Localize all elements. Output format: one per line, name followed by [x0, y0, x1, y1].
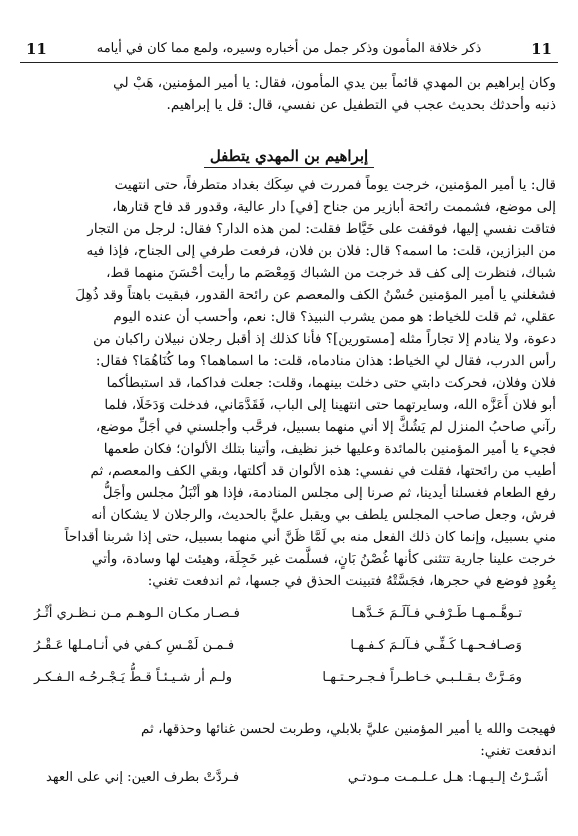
text-line: دعوة، ولا ينادم إلا تجاراً مثله [مستورين]؟ فأنا كذلك إذ أقبل رجلان نبيلان راكبان من [93, 331, 556, 347]
text-line: رفع الطعام فغسلنا أيدينا، ثم صرنا إلى مجلس المنادمة، فإذا هو أنْبَلُ مجلس وأجَلُّ [102, 485, 556, 501]
text-line: عقلي، ثم قلت للخياط: هو ممن يشرب النبيذ؟ قال: نعم، وأحسب أن عنده اليوم [113, 309, 556, 325]
text-line: فشغلني يا أمير المؤمنين حُسْنُ الكف والمعصم عن رائحة القدور، فبقيت باهتاً وقد ذُهِلَ [75, 287, 556, 303]
text-line: إلى موضع، فشممت رائحة أبازير من جناح [في] دار عالية، وقدور قد فاح قتارها، [112, 199, 556, 215]
running-title: ذكر خلافة المأمون وذكر جمل من أخباره وسيره، ولمع مما كان في أيامه [96, 41, 482, 56]
verse-second-hemistich: فـردَّتْ بطرف العين: إني على العهد [46, 770, 240, 785]
page-header [20, 36, 558, 63]
verse-first-hemistich: ومَـرَّتْ بـقـلـبـي خـاطـراً فـجـرحـتـهـا [322, 670, 522, 685]
page-number-mirror: 11 [26, 40, 47, 58]
text-line: مني بسبيل، وإنما كان ذلك الفعل منه بي لَمَّا ظَنَّ أني منهما بسبيل، حتى إذا شربنا أقداحاً [64, 529, 556, 545]
text-line: رآني صاحبُ المنزل لم يَشُكَّ إلا أني منهما بسبيل، فرحَّب وأجلسني في أجَلِّ موضع، [95, 419, 556, 435]
poem-verse-final [22, 764, 556, 792]
text-line: أبو فلان أَعَزَّه الله، وسايرتهما حتى انتهينا إلى الباب، فَقَدَّمَاني، فدخلت وَدَخَلَا، فلما [104, 397, 556, 413]
verse-first-hemistich: تـوهَّـمـهـا طَـرْفـي فـآلَـمَ خَـدَّهـا [351, 606, 522, 621]
section-heading-text: إبراهيم بن المهدي يتطفل [204, 147, 374, 168]
text-line: فجيء يا أمير المؤمنين بالمائدة وعليها خبز نظيف، وأتينا بتلك الألوان؛ فكان طعمها [103, 441, 556, 457]
text-line: فهيجت والله يا أمير المؤمنين عليَّ بلابلي، وطربت لحسن غنائها وحذقها، ثم [140, 721, 556, 737]
section-heading [22, 143, 556, 169]
intro-paragraph [22, 72, 556, 116]
page-number: 11 [531, 40, 552, 58]
text-line: فرش، وجعل صاحب المجلس يلطف بي ويقبل عليَّ بالحديث، والرجلان لا يشكان أنه [91, 507, 556, 523]
after-poem-paragraph [22, 718, 556, 762]
text-line: من البزازين، قلت: ما اسمه؟ قال: فلان بن فلان، فرفعت طرفي إلى الجناح، فإذا فيه [86, 243, 556, 259]
text-line: خرجت علينا جارية تتثنى كأنها غُصْنُ بَانٍ، فسلَّمت غير خَجِلَة، وهيئت لها وسادة، وأتي [91, 551, 556, 567]
text-line: اندفعت تغني: [480, 743, 556, 759]
text-line: قال: يا أمير المؤمنين، خرجت يوماً فمررت في سِكَك بغداد متطرفاً، حتى انتهيت [114, 177, 556, 193]
main-narrative [22, 174, 556, 592]
text-line: وكان إبراهيم بن المهدي قائماً بين يدي المأمون، فقال: يا أمير المؤمنين، هَبْ لي [113, 75, 556, 91]
poem-verse [22, 662, 556, 694]
verse-first-hemistich: أشَـرْتُ إلـيـهـا: هـل عـلـمـت مـودتـي [347, 770, 548, 785]
text-line: ذنبه وأحدثك بحديث عجب في التطفيل عن نفسي، قال: قل يا إبراهيم. [166, 97, 556, 113]
text-line: رأس الدرب، فقال لي الخياط: هذان منادماه، قلت: ما اسماهما؟ وما كُنَاهُمَا؟ فقال: [95, 353, 556, 369]
text-line: فلان وفلان، فحركت دابتي حتى دخلت بينهما، وقلت: جعلت فداكما، قد استبطأكما [106, 375, 556, 391]
verse-second-hemistich: ولـم أر شـيـئـاً قـطُّ يَـجْـرحُـه الـفـكـر [34, 670, 233, 685]
verse-second-hemistich: فـمـن لَمْـسِ كـفي في أنـامـلها عَـقْـرُ [34, 638, 235, 653]
verse-first-hemistich: وَصـافـحـهـا كَـفِّـي فـآلـمَ كـفـهـا [350, 638, 522, 653]
poem-block [22, 598, 556, 694]
poem-verse [22, 630, 556, 662]
text-line: شباك، فنظرت إلى كف قد خرجت من الشباك وَمِعْصَم ما رأيت أحْسَنَ منهما قط، [106, 265, 556, 281]
text-line: أطيب من رائحتها، فقلت في نفسي: هذه الألوان قد أكلتها، وبقي الكف والمعصم، ثم [90, 463, 556, 479]
text-line: بِعُودٍ فوضع في حجرها، فجَسَّتْهُ فتبينت الحذق في جسها، ثم اندفعت تغني: [147, 573, 556, 589]
verse-second-hemistich: فـصـار مكـان الـوهـم مـن نـظـري أثْـرُ [34, 606, 240, 621]
poem-verse [22, 598, 556, 630]
text-line: فتاقت نفسي إليها، فوقفت على خَيَّاط فقلت: لمن هذه الدار؟ فقال: لرجل من التجار [87, 221, 556, 237]
